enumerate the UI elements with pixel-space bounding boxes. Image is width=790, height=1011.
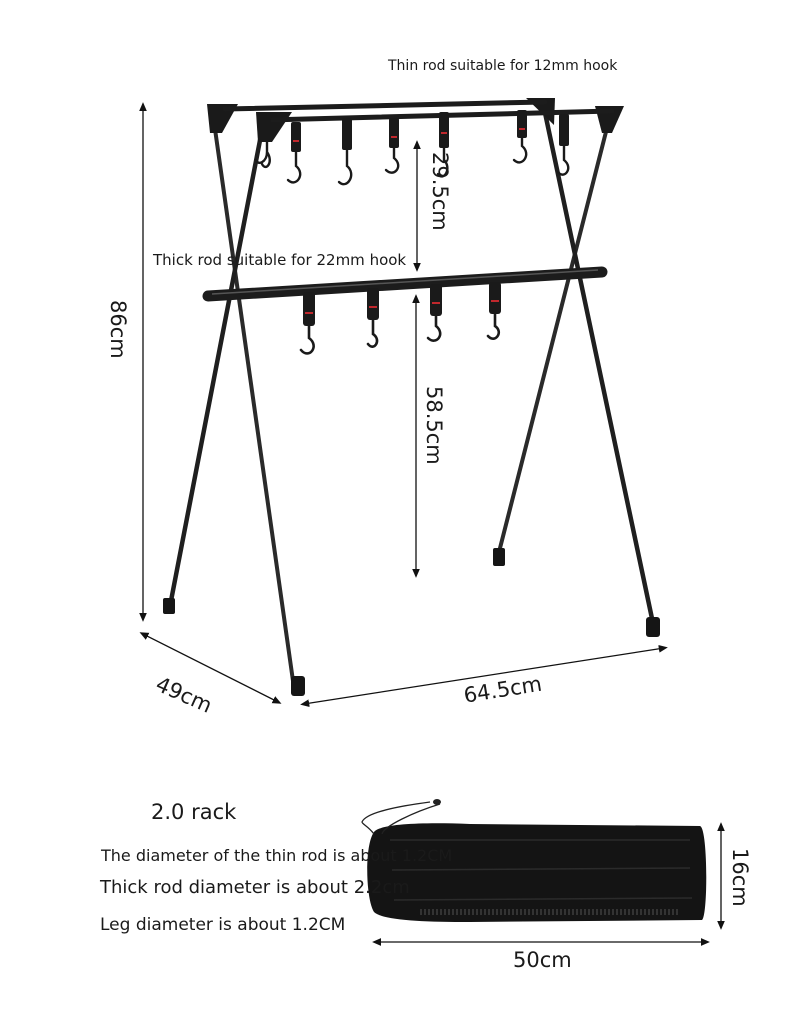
thin-rod-callout: Thin rod suitable for 12mm hook — [388, 58, 618, 74]
hook-icon — [288, 122, 301, 182]
thick-rod — [208, 270, 602, 296]
thick-rod-callout: Thick rod suitable for 22mm hook — [153, 251, 407, 269]
hook-icon — [367, 288, 379, 347]
hook-icon — [514, 110, 527, 162]
back-legs — [214, 120, 609, 688]
hook-icon — [558, 114, 569, 175]
upper-gap-label: 29.5cm — [428, 152, 452, 231]
leg-feet — [163, 548, 660, 696]
thin-rod-diameter: The diameter of the thin rod is about 1.2CM — [101, 846, 453, 865]
thick-rod-diameter: Thick rod diameter is about 2.2cm — [100, 877, 410, 898]
bag-length-label: 50cm — [513, 948, 572, 972]
leg-diameter: Leg diameter is about 1.2CM — [100, 915, 346, 935]
hook-icon — [339, 118, 352, 184]
lower-height-label: 58.5cm — [422, 386, 446, 465]
total-height-label: 86cm — [106, 300, 130, 359]
rack-version-title: 2.0 rack — [151, 800, 237, 824]
width-label: 64.5cm — [462, 671, 544, 708]
hook-icon — [301, 292, 315, 353]
bag-height-label: 16cm — [728, 848, 752, 907]
hook-icon — [428, 284, 442, 341]
hook-icon — [386, 118, 399, 173]
depth-label: 49cm — [152, 672, 216, 718]
front-legs — [170, 108, 654, 628]
hook-icon — [488, 282, 501, 339]
